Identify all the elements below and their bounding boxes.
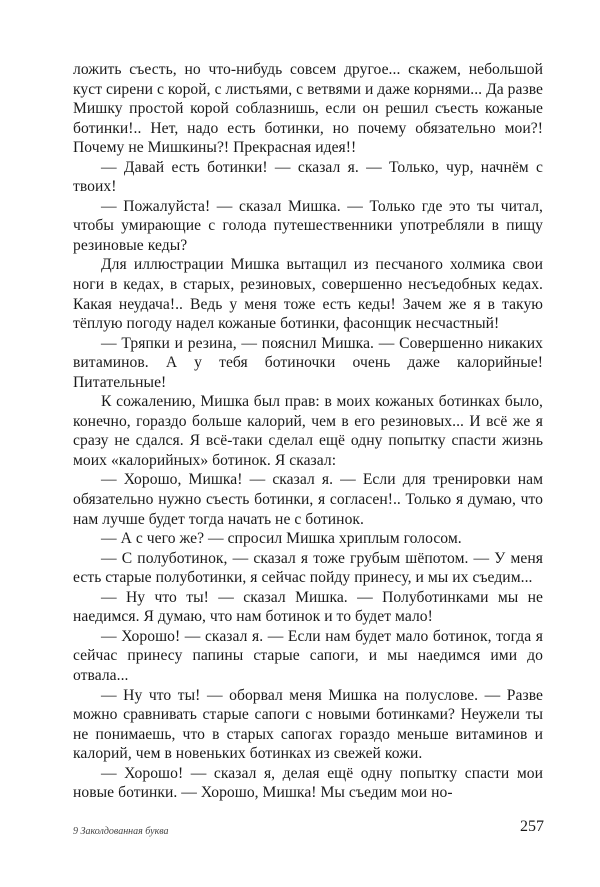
paragraph: — Давай есть ботинки! — сказал я. — Только, чур, начнём с твоих!: [73, 158, 543, 196]
paragraph: — Тряпки и резина, — пояснил Мишка. — Совершенно никаких витаминов. А у тебя ботиночки очень даже калорийные! Питательные!: [73, 334, 543, 391]
paragraph: — А с чего же? — спросил Мишка хриплым голосом.: [101, 530, 462, 548]
paragraph: — Ну что ты! — оборвал меня Мишка на полуслове. — Разве можно сравнивать старые сапоги с новыми ботинками? Неужели ты не понимаешь, что в старых сапогах гораздо меньше витаминов и калорий, чем в новеньких ботинках из свежей кожи.: [73, 686, 543, 763]
page-number: 257: [520, 818, 544, 835]
paragraph: ложить съесть, но что-нибудь совсем другое... скажем, небольшой куст сирени с корой, с листьями, с ветвями и даже корнями... Да разве Мишку простой корой соблазнишь, если он решил съесть кожаные ботинки!.. Нет, надо есть ботинки, но почему обязательно мои?! Почему не Мишкины?! Прекрасная идея!!: [73, 61, 543, 157]
footer-signature: 9 Заколдованная буква: [73, 826, 169, 837]
paragraph: — Хорошо! — сказал я, делая ещё одну попытку спасти мои новые ботинки. — Хорошо, Мишка! Мы съедим мои но-: [73, 764, 543, 802]
body-text: [73, 60, 543, 803]
paragraph: — Хорошо, Мишка! — сказал я. — Если для тренировки нам обязательно нужно съесть ботинки, я согласен!.. Только я думаю, что нам лучше будет тогда начать не с ботинок.: [73, 471, 543, 528]
paragraph: — Ну что ты! — сказал Мишка. — Полуботинками мы не наедимся. Я думаю, что нам ботинок и то будет мало!: [73, 588, 543, 626]
paragraph: — Пожалуйста! — сказал Мишка. — Только где это ты читал, чтобы умирающие с голода путешественники употребляли в пищу резиновые кеды?: [73, 197, 543, 254]
paragraph: Для иллюстрации Мишка вытащил из песчаного холмика свои ноги в кедах, в старых, резиновых, совершенно несъедобных кедах. Какая неудача!.. Ведь у меня тоже есть кеды! Зачем же я в такую тёплую погоду надел кожаные ботинки, фасонщик несчастный!: [73, 256, 543, 333]
paragraph: К сожалению, Мишка был прав: в моих кожаных ботинках было, конечно, гораздо больше калорий, чем в его резиновых... И всё же я сразу не сдался. Я всё-таки сделал ещё одну попытку спасти жизнь моих «калорийных» ботинок. Я сказал:: [73, 393, 543, 469]
paragraph: — С полуботинок, — сказал я тоже грубым шёпотом. — У меня есть старые полуботинки, я сейчас пойду принесу, и мы их съедим...: [73, 549, 543, 587]
paragraph: — Хорошо! — сказал я. — Если нам будет мало ботинок, тогда я сейчас принесу папины старые сапоги, и мы наедимся ими до отвала...: [73, 627, 543, 684]
